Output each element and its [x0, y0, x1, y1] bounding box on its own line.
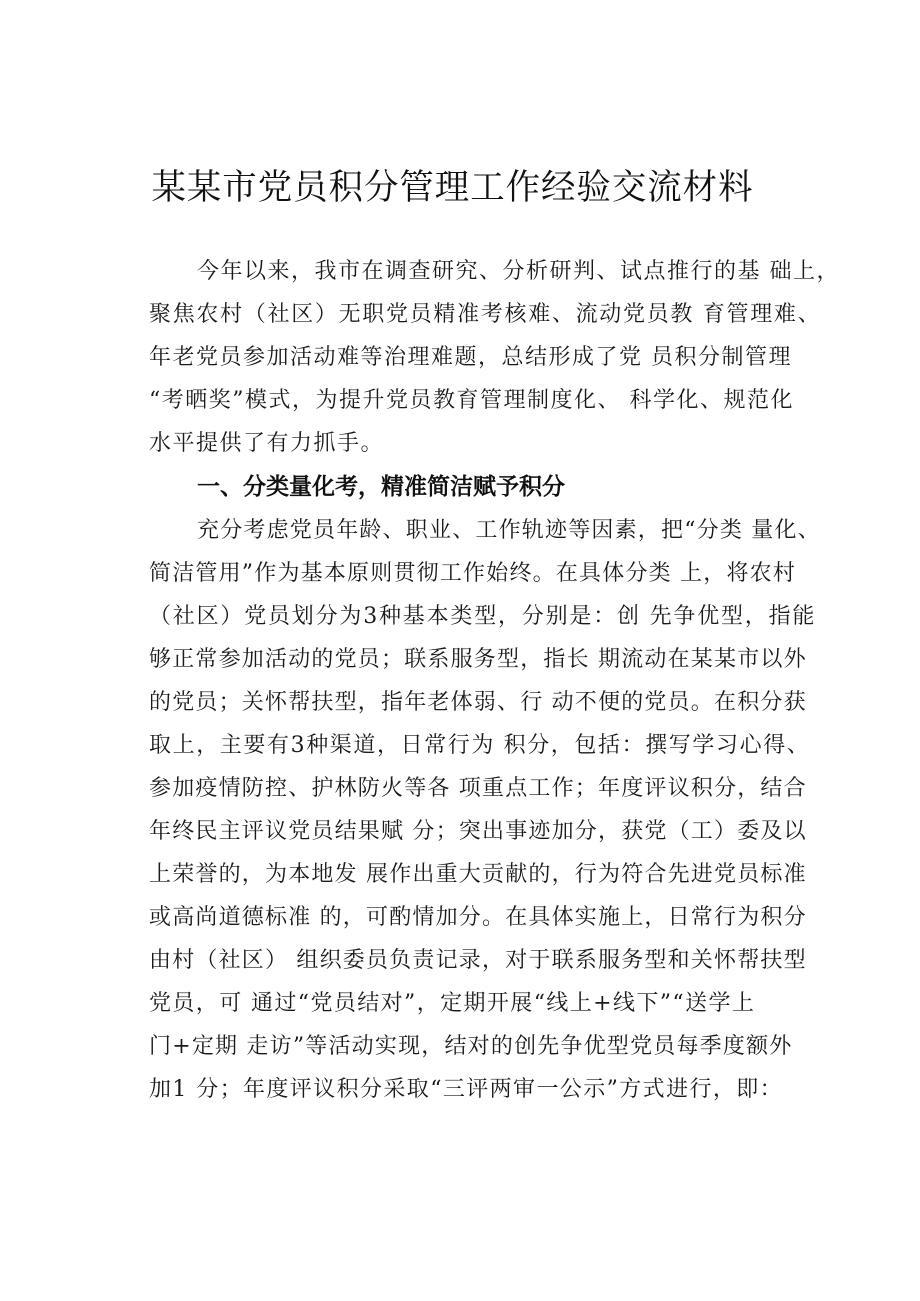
- section-line: 参加疫情防控、护林防火等各 项重点工作；年度评议积分，结合: [149, 776, 807, 801]
- section-line: （社区）党员划分为3种基本类型，分别是：创 先争优型，指能: [149, 604, 817, 629]
- intro-line: 年老党员参加活动难等治理难题，总结形成了党 员积分制管理: [149, 345, 792, 370]
- section-line: 充分考虑党员年龄、职业、工作轨迹等因素，把“分类 量化、: [197, 518, 821, 543]
- section-line: 年终民主评议党员结果赋 分；突出事迹加分，获党（工）委及以: [149, 819, 807, 844]
- section-line: 的党员；关怀帮扶型，指年老体弱、行 动不便的党员。在积分获: [149, 690, 807, 715]
- section-line: 上荣誉的，为本地发 展作出重大贡献的，行为符合先进党员标准: [149, 862, 807, 887]
- intro-line: 今年以来，我市在调查研究、分析研判、试点推行的基 础上，: [197, 259, 840, 284]
- intro-line: 聚焦农村（社区）无职党员精准考核难、流动党员教 育管理难、: [149, 302, 822, 327]
- intro-line: “考晒奖”模式，为提升党员教育管理制度化、 科学化、规范化: [149, 388, 794, 413]
- document-title: 某某市党员积分管理工作经验交流材料: [151, 168, 754, 208]
- intro-line: 水平提供了有力抓手。: [149, 431, 385, 456]
- section-line: 党员，可 通过“党员结对”，定期开展“线上+线下”“送学上: [149, 991, 756, 1016]
- section-line: 或高尚道德标准 的，可酌情加分。在具体实施上，日常行为积分: [149, 905, 807, 930]
- section-line: 取上，主要有3种渠道，日常行为 积分，包括：撰写学习心得、: [149, 733, 811, 758]
- section-line: 由村（社区） 组织委员负责记录，对于联系服务型和关怀帮扶型: [149, 948, 807, 973]
- section-line: 加1 分；年度评议积分采取“三评两审一公示”方式进行，即：: [149, 1077, 784, 1102]
- section-line: 简洁管用”作为基本原则贯彻工作始终。在具体分类 上，将农村: [149, 561, 797, 586]
- section-line: 门+定期 走访”等活动实现，结对的创先争优型党员每季度额外: [149, 1034, 793, 1059]
- section-line: 够正常参加活动的党员；联系服务型，指长 期流动在某某市以外: [149, 647, 807, 672]
- section-heading: 一、分类量化考，精准简洁赋予积分: [197, 474, 565, 500]
